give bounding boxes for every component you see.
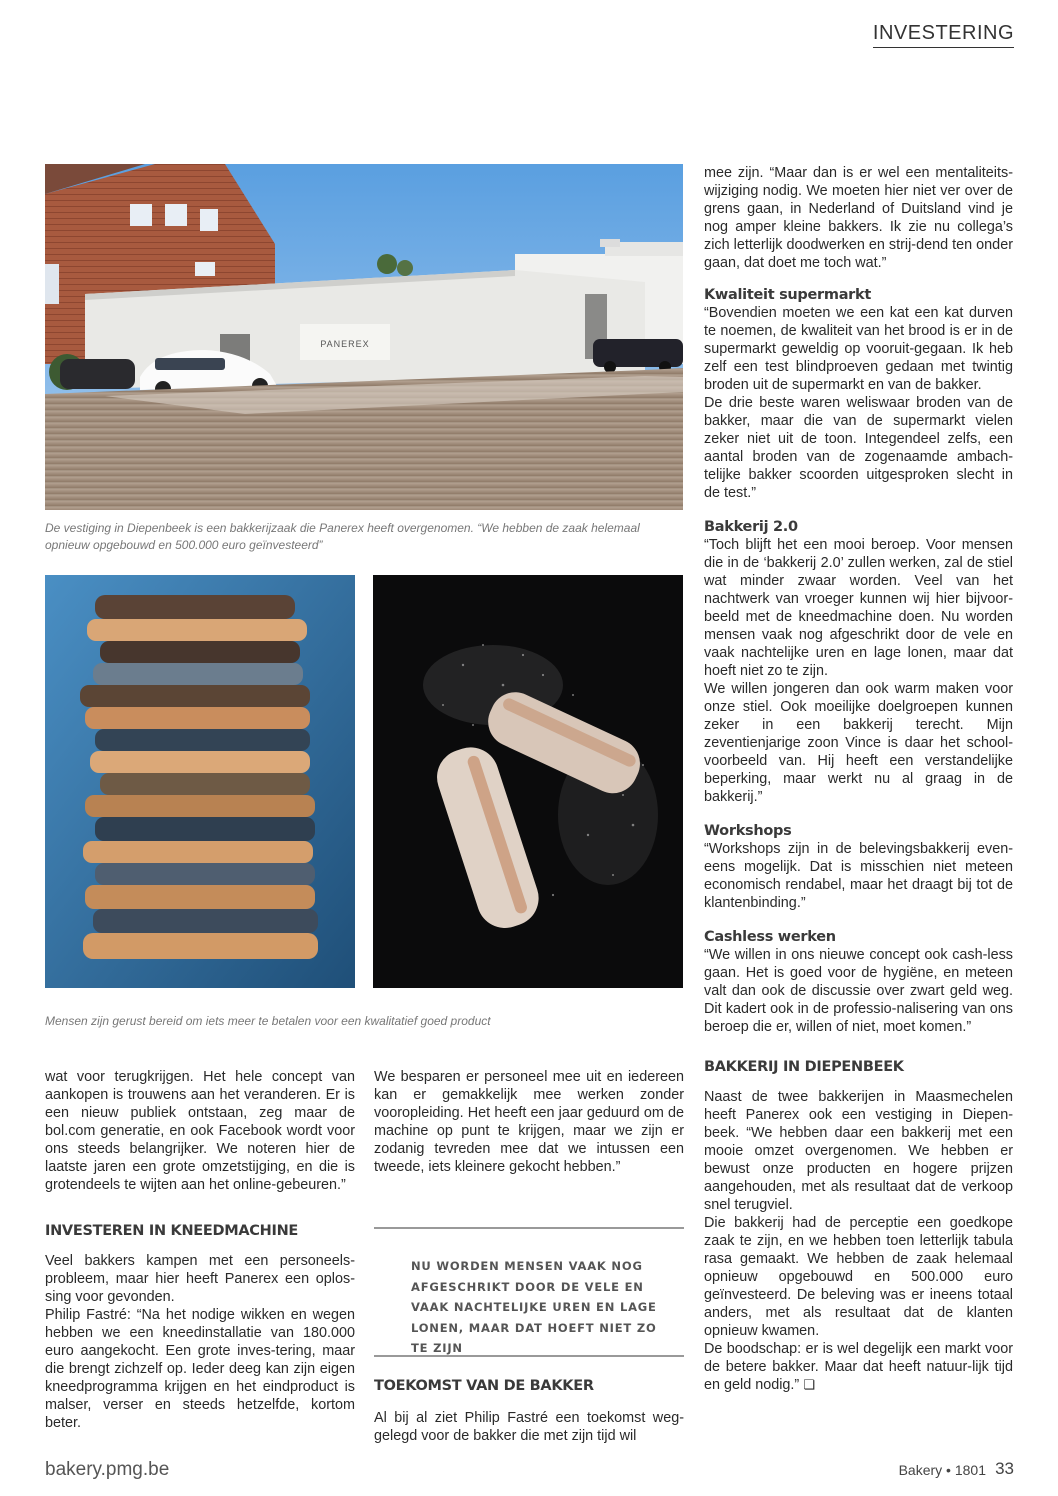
section-tag: INVESTERING (873, 22, 1014, 48)
building-sign: PANEREX (320, 339, 370, 349)
page-number: 33 (995, 1459, 1014, 1478)
paragraph: “Toch blijft het een mooi beroep. Voor mensen die in de ‘bakkerij 2.0’ zullen werken, zal de stiel wat minder zwaar worden. Veel van het nachtwerk van vroeger kunnen wij hier bijvoor-beeld met de kneedmachine doen. Nu worden mensen vaak nog afgeschrikt door de vele en vaak nachtelijke uren en lage lonen, maar dat hoeft niet zo te zijn. (704, 537, 1013, 679)
paragraph: wat voor terugkrijgen. Het hele concept van aankopen is trouwens aan het veranderen. Er is een nieuw publiek ontstaan, zeg maar de bol.com generatie, en ook Facebook wordt voor ons steeds belangrijker. We noteren hier de laatste jaren een grote omzetstijging, en die is grotendeels te wijten aan het online-gebeuren.” (45, 1069, 355, 1193)
paragraph: We besparen er personeel mee uit en iedereen kan er gemakkelijk mee werken zonder vooropleiding. Het heeft een jaar geduurd om de machine op punt te krijgen, maar we zijn er zodanig tevreden mee dat we intussen een tweede, iets kleinere gekocht hebben.” (374, 1069, 684, 1175)
heading-toekomst: TOEKOMST VAN DE BAKKER (374, 1378, 594, 1394)
heading-investeren: INVESTEREN IN KNEEDMACHINE (45, 1223, 299, 1239)
footer-magazine: Bakery • 1801 (898, 1462, 986, 1478)
quote-rule-top (374, 1227, 684, 1229)
paragraph: mee zijn. “Maar dan is er wel een mentaliteits-wijziging nodig. We moeten hier niet ver over de grens gaan, in Nederland of Duitsland vind je nog amper kleine bakkers. Ik zie nu collega’s zich letterlijk doodwerken en strij-dend ten onder gaan, dat doet me toch wat.” (704, 165, 1013, 271)
building-photo (45, 164, 683, 510)
paragraph: Veel bakkers kampen met een personeels-probleem, maar hier heeft Panerex een oplos-sing voor gevonden. (45, 1253, 355, 1305)
end-mark-icon: ❏ (803, 1378, 815, 1393)
paragraph: Die bakkerij had de perceptie een goedkope zaak te zijn, en we hebben toen letterlijk tabula rasa gemaakt. We hebben de zaak helemaal opnieuw opgebouwd en 500.000 euro geïnvesteerd. De beleving was er ineens totaal anders, met als resultaat dat de klanten opnieuw kwamen. (704, 1215, 1013, 1339)
right-column (704, 164, 1013, 1395)
paragraph: Philip Fastré: “Na het nodige wikken en wegen hebben we een kneedinstallatie van 180.000 euro aangekocht. Een grote inves-tering, maar die brengt zichzelf op. Ieder deeg kan zijn eigen kneedprogramma krijgen en het eindproduct is malser, verser en steeds hetzelfde, kortom beter. (45, 1307, 355, 1431)
pull-quote: NU WORDEN MENSEN VAAK NOG AFGESCHRIKT DOOR DE VELE EN VAAK NACHTELIJKE UREN EN LAGE LONEN, MAAR DAT HOEFT NIET ZO TE ZIJN (411, 1259, 657, 1355)
paragraph: Al bij al ziet Philip Fastré een toekomst weg-gelegd voor de bakker die met zijn tijd wil (374, 1410, 684, 1444)
middle-column-bottom (374, 1377, 684, 1445)
paragraph (704, 1340, 1013, 1395)
subheading-workshops: Workshops (704, 823, 792, 839)
subheading-bakkerij: Bakkerij 2.0 (704, 519, 798, 535)
paragraph: “Workshops zijn in de belevingsbakkerij even-eens mogelijk. Dat is misschien niet meteen economisch rendabel, maar het draagt bij tot de klantenbinding.” (704, 841, 1013, 911)
paragraph-text: De boodschap: er is wel degelijk een markt voor de betere bakker. Maar dat heeft natuur-lijk tijd en geld nodig.” (704, 1341, 1013, 1393)
paragraph: Naast de twee bakkerijen in Maasmechelen heeft Panerex ook een vestiging in Diepen-beek. “We hebben daar een bakkerij met een mooie omzet overgenomen. We hebben er bewust onze producten en hogere prijzen aangehouden, met als resultaat dat de verkoop snel terugviel. (704, 1089, 1013, 1213)
paragraph: We willen jongeren dan ook warm maken voor onze stiel. Ook moeilijke doelgroepen kunnen zeker in een bakkerij terecht. Mijn zeventienjarige zoon Vince is daar het school-voorbeeld van. Hij heeft een verstandelijke beperking, maar werkt nu al graag in de bakkerij.” (704, 681, 1013, 805)
heading-diepenbeek: BAKKERIJ IN DIEPENBEEK (704, 1059, 904, 1075)
left-column (45, 1068, 355, 1432)
subheading-kwaliteit: Kwaliteit supermarkt (704, 287, 872, 303)
subheading-cashless: Cashless werken (704, 929, 836, 945)
footer-url[interactable]: bakery.pmg.be (45, 1459, 170, 1480)
paragraph: De drie beste waren weliswaar broden van de bakker, maar die van de supermarkt vielen zeker niet uit de toon. Integendeel zelfs, een aantal broden van de zogenaamde ambach-telijke bakker scoorden uitgesproken slecht in de test.” (704, 395, 1013, 501)
bread-stack-photo (45, 575, 355, 988)
paragraph: “Bovendien moeten we een kat een kat durven te noemen, de kwaliteit van het brood is er in de supermarkt geweldig op vooruit-gegaan. Ik heb zelf een test blindproeven gedaan met twintig broden uit de supermarkt en van de bakker. (704, 305, 1013, 393)
building-caption: De vestiging in Diepenbeek is een bakkerijzaak die Panerex heeft overgenomen. “We hebben de zaak helemaal opnieuw opgebouwd en 500.000 euro geïnvesteerd” (45, 521, 640, 552)
bread-caption: Mensen zijn gerust bereid om iets meer te betalen voor een kwalitatief goed product (45, 1014, 491, 1028)
middle-column-top (374, 1068, 684, 1176)
ciabatta-photo (373, 575, 683, 988)
quote-rule-bottom (374, 1355, 684, 1357)
paragraph: “We willen in ons nieuwe concept ook cash-less gaan. Het is goed voor de hygiëne, en meteen valt dan ook de discussie over zwart geld weg. Dit kadert ook in de professio-nalisering van ons beroep die er, willen of niet, moet komen.” (704, 947, 1013, 1035)
